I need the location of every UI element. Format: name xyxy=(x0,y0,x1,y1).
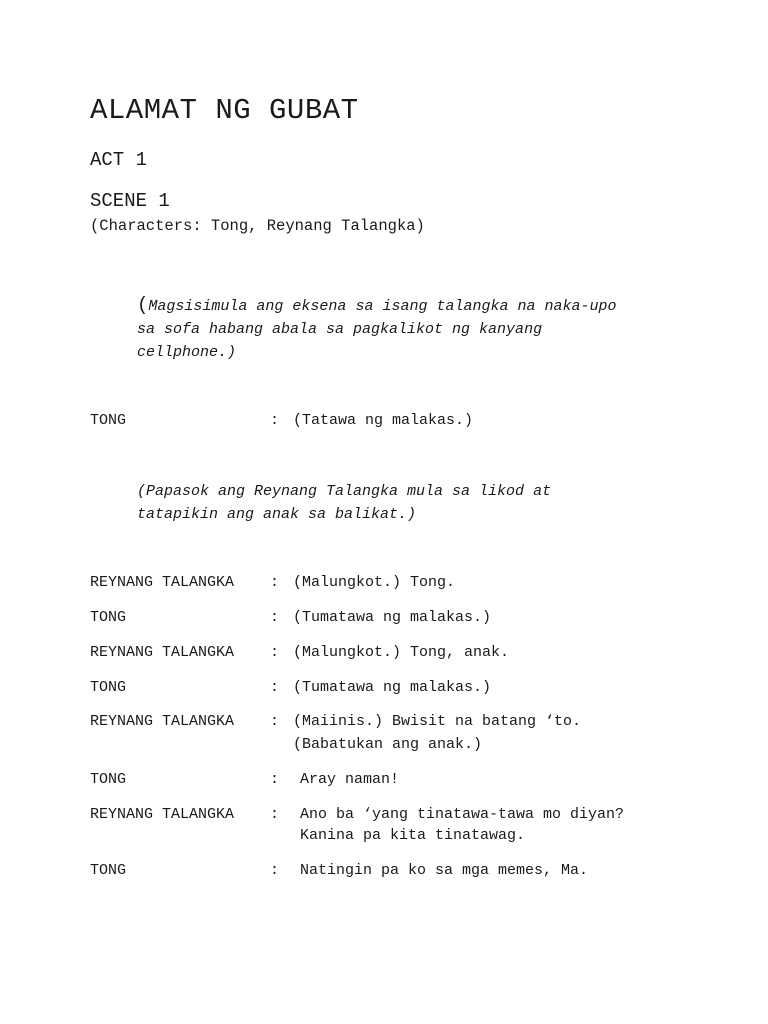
dialogue-line: Aray naman! xyxy=(300,771,400,788)
speaker-name: TONG xyxy=(90,412,127,429)
dialogue-line: Ano ba ‘yang tinatawa-tawa mo diyan? xyxy=(300,806,625,823)
speaker-name: REYNANG TALANGKA xyxy=(90,713,235,730)
speaker-name: TONG xyxy=(90,771,127,788)
stage-direction-entrance xyxy=(137,480,697,526)
dialogue-line: (Malungkot.) Tong. xyxy=(293,574,456,591)
dialogue-row xyxy=(90,642,710,682)
dialogue-row xyxy=(90,711,710,759)
play-title: ALAMAT NG GUBAT xyxy=(90,94,359,127)
stage-direction-line: Magsisimula ang eksena sa isang talangka na naka-upo xyxy=(148,298,617,315)
speaker-name: TONG xyxy=(90,679,127,696)
dialogue-line: (Tumatawa ng malakas.) xyxy=(293,679,492,696)
stage-direction-opening xyxy=(137,294,697,364)
speaker-name: TONG xyxy=(90,862,127,879)
dialogue-line: (Maiinis.) Bwisit na batang ‘to. xyxy=(293,713,582,730)
dialogue-row xyxy=(90,410,710,450)
dialogue-row xyxy=(90,860,710,900)
scene-heading: SCENE 1 xyxy=(90,190,170,212)
dialogue-row xyxy=(90,769,710,809)
stage-direction-line: (Papasok ang Reynang Talangka mula sa likod at xyxy=(137,483,552,500)
dialogue-row xyxy=(90,607,710,647)
speaker-colon: : xyxy=(270,771,280,788)
stage-direction-line: tatapikin ang anak sa balikat.) xyxy=(137,506,417,523)
dialogue-line: (Babatukan ang anak.) xyxy=(293,736,483,753)
speaker-colon: : xyxy=(270,412,280,429)
speaker-colon: : xyxy=(270,644,280,661)
dialogue-line: (Malungkot.) Tong, anak. xyxy=(293,644,510,661)
stage-direction-line: cellphone.) xyxy=(137,344,237,361)
speaker-colon: : xyxy=(270,574,280,591)
dialogue-line: Natingin pa ko sa mga memes, Ma. xyxy=(300,862,589,879)
characters-list: (Characters: Tong, Reynang Talangka) xyxy=(90,217,425,235)
speaker-name: TONG xyxy=(90,609,127,626)
dialogue-line: (Tumatawa ng malakas.) xyxy=(293,609,492,626)
dialogue-line: (Tatawa ng malakas.) xyxy=(293,412,474,429)
dialogue-row xyxy=(90,804,710,852)
stage-direction-open-paren: ( xyxy=(137,294,149,316)
speaker-name: REYNANG TALANGKA xyxy=(90,644,235,661)
dialogue-line: Kanina pa kita tinatawag. xyxy=(300,827,526,844)
speaker-colon: : xyxy=(270,713,280,730)
speaker-colon: : xyxy=(270,679,280,696)
speaker-colon: : xyxy=(270,609,280,626)
speaker-colon: : xyxy=(270,862,280,879)
act-heading: ACT 1 xyxy=(90,149,148,171)
stage-direction-line: sa sofa habang abala sa pagkalikot ng kanyang xyxy=(137,321,543,338)
speaker-colon: : xyxy=(270,806,280,823)
dialogue-row xyxy=(90,572,710,612)
speaker-name: REYNANG TALANGKA xyxy=(90,574,235,591)
speaker-name: REYNANG TALANGKA xyxy=(90,806,235,823)
